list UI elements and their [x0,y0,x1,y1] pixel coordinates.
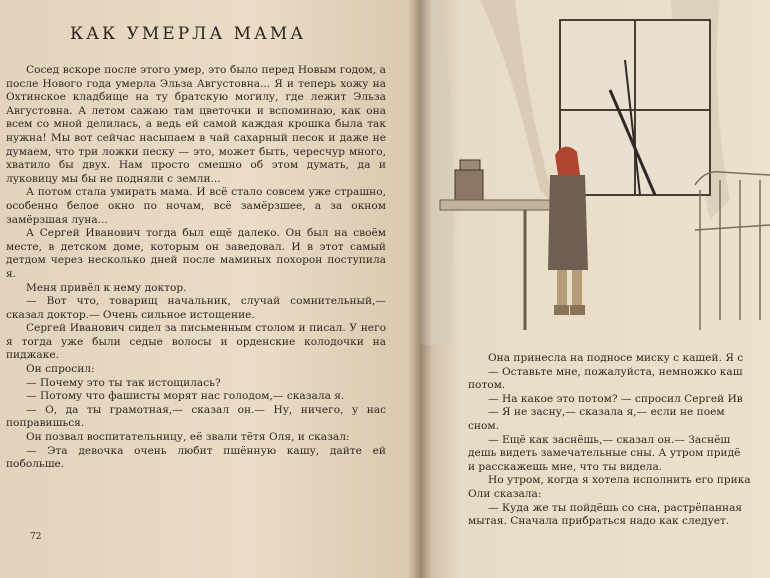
text-line: Но утром, когда я хотела исполнить его прика [488,474,751,487]
paragraph: А потом стала умирать мама. И всё стало совсем уже страшно, особенно белое окно по ночам, всё замёрзшее, а за окном замёрзшая луна... [6,186,386,226]
book-gutter [408,0,432,578]
text-line: — На какое это потом? — спросил Сергей Ив [488,392,743,405]
paragraph: А Сергей Иванович тогда был ещё далеко. Он был на своём месте, в детском доме, которым он заведовал. И в этот самый детдом через несколько дней после маминых похорон поступила я. [6,227,386,280]
text-line: — Куда же ты пойдёшь со сна, растрёпанная [488,501,743,514]
table [440,200,550,330]
kettle-icon [455,160,483,200]
paragraph: Он спросил: [26,363,95,376]
text-line: потом. [468,379,506,392]
text-line: — Оставьте мне, пожалуйста, немножко каш [488,365,743,378]
paragraph: Меня привёл к нему доктор. [26,281,187,294]
paragraph: — Потому что фашисты морят нас голодом,— сказала я. [26,390,345,403]
chapter-title: КАК УМЕРЛА МАМА [70,24,307,44]
paragraph: Он позвал воспитательницу, её звали тётя Оля, и сказал: [26,431,350,444]
paragraph: — Почему это ты так истощилась? [26,376,221,389]
paragraph: Сосед вскоре после этого умер, это было перед Новым годом, а после Нового года умерла Эльза Августовна... Я и теперь хожу на Охтинское кладбище на ту братскую могилу, где лежит Эльза Августовна. А летом сажаю там цветочки и вспоминаю, как она всем со мной делилась, а ведь ей самой каждая крошка была так нужна! Мы вот сейчас насыпаем в чай сахарный песок и даже не думаем, что три ложки песку — это, может быть, чересчур много, хватило бы двух. Нам просто смешно об этом думать, да и луковицу мы бы не подняли с земли... [6,64,386,185]
text-line: — Ещё как заснёшь,— сказал он.— Заснёш [488,433,731,446]
paragraph: — Вот что, товарищ начальник, случай сомнительный,— сказал доктор.— Очень сильное истощение. [6,295,386,321]
right-page-text [468,352,768,529]
text-line: дешь видеть замечательные сны. А утром придё [468,447,741,460]
text-line: мытая. Сначала прибраться надо как следует. [468,515,730,528]
paragraph: Сергей Иванович сидел за письменным столом и писал. У него я тогда уже были седые волосы и орденские колодочки на пиджаке. [6,322,386,362]
window-frame [560,20,710,195]
illustration-girl-at-window [420,0,770,345]
text-line: Оли сказала: [468,487,542,500]
text-line: и расскажешь мне, что ты видела. [468,460,663,473]
text-line: — Я не засну,— сказала я,— если не поем [488,406,725,419]
paragraph: — О, да ты грамотная,— сказал он.— Ну, ничего, у нас поправишься. [6,403,386,430]
paragraph: — Эта девочка очень любит пшённую кашу, дайте ей побольше. [6,444,386,471]
page-number: 72 [30,532,42,542]
text-line: Она принесла на подносе миску с кашей. Я с [488,352,744,364]
left-page-text [6,64,386,472]
text-line: сном. [468,419,499,432]
